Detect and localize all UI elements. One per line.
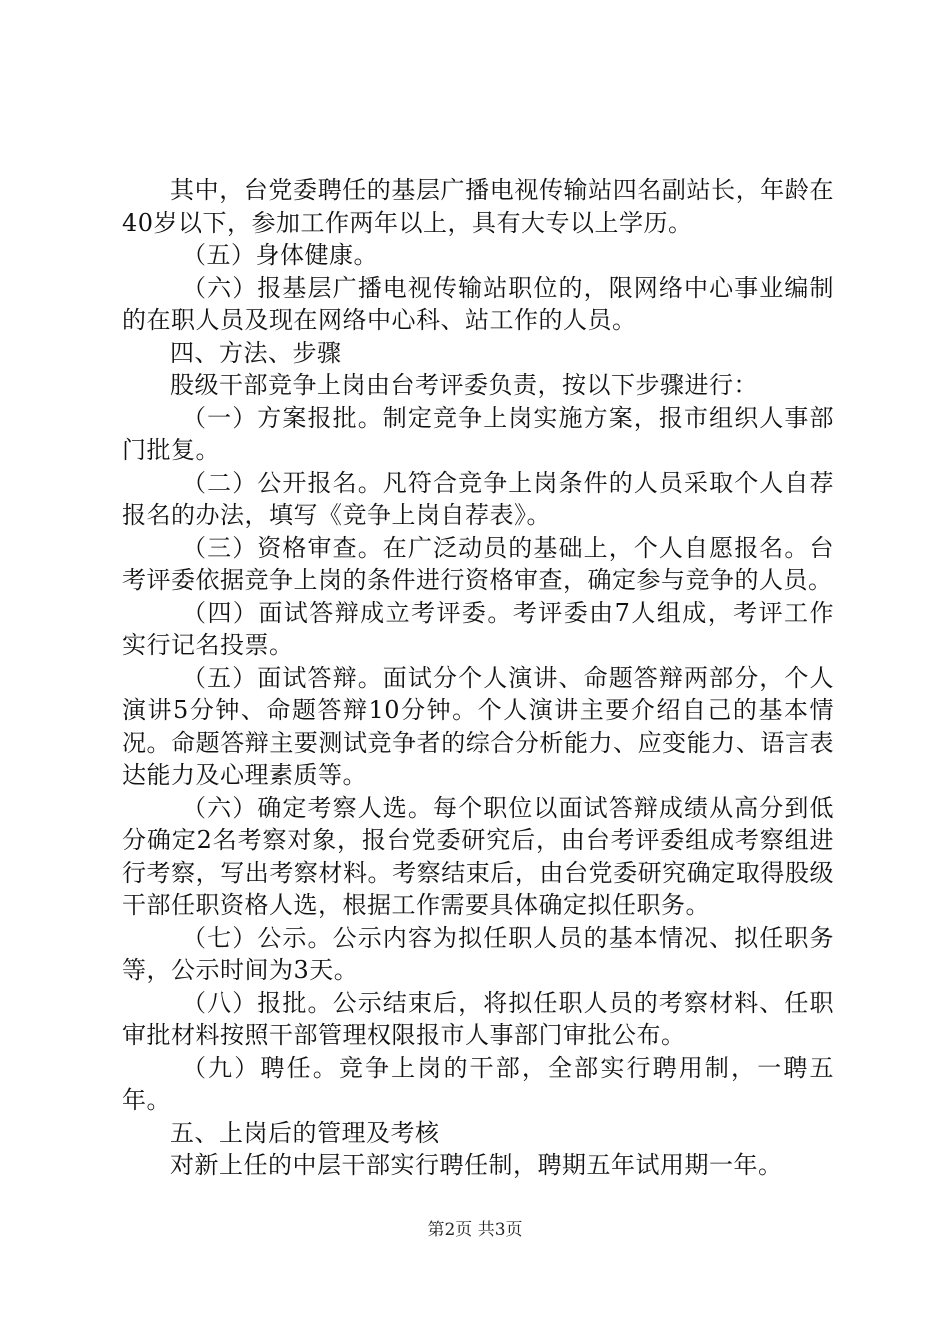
paragraph-3: （六）报基层广播电视传输站职位的，限网络中心事业编制的在职人员及现在网络中心科、站工作的人员。 xyxy=(122,273,834,334)
paragraph-2: （五）身体健康。 xyxy=(182,241,378,269)
paragraph-12: （七）公示。公示内容为拟任职人员的基本情况、拟任职务等，公示时间为3天。 xyxy=(122,923,834,984)
section-heading-5: 五、上岗后的管理及考核 xyxy=(170,1118,440,1147)
paragraph-6: （一）方案报批。制定竞争上岗实施方案，报市组织人事部门批复。 xyxy=(122,403,834,464)
paragraph-7: （二）公开报名。凡符合竞争上岗条件的人员采取个人自荐报名的办法，填写《竞争上岗自荐表》。 xyxy=(122,468,834,529)
page-footer xyxy=(0,1220,950,1240)
paragraph-5: 股级干部竞争上岗由台考评委负责，按以下步骤进行： xyxy=(170,371,758,399)
paragraph-1: 其中，台党委聘任的基层广播电视传输站四名副站长，年龄在40岁以下，参加工作两年以上，具有大专以上学历。 xyxy=(122,176,834,237)
page-number: 第2页 共3页 xyxy=(427,1220,523,1240)
document-body xyxy=(122,174,834,1182)
paragraph-16: 对新上任的中层干部实行聘任制，聘期五年试用期一年。 xyxy=(170,1151,783,1179)
paragraph-9: （四）面试答辩成立考评委。考评委由7人组成，考评工作实行记名投票。 xyxy=(122,598,834,659)
paragraph-14: （九）聘任。竞争上岗的干部，全部实行聘用制，一聘五年。 xyxy=(122,1053,834,1114)
paragraph-13: （八）报批。公示结束后，将拟任职人员的考察材料、任职审批材料按照干部管理权限报市人事部门审批公布。 xyxy=(122,988,834,1049)
paragraph-10: （五）面试答辩。面试分个人演讲、命题答辩两部分，个人演讲5分钟、命题答辩10分钟。个人演讲主要介绍自己的基本情况。命题答辩主要测试竞争者的综合分析能力、应变能力、语言表达能力及心理素质等。 xyxy=(122,663,834,789)
paragraph-11: （六）确定考察人选。每个职位以面试答辩成绩从高分到低分确定2名考察对象，报台党委研究后，由台考评委组成考察组进行考察，写出考察材料。考察结束后，由台党委研究确定取得股级干部任职资格人选，根据工作需要具体确定拟任职务。 xyxy=(122,793,834,919)
paragraph-8: （三）资格审查。在广泛动员的基础上，个人自愿报名。台考评委依据竞争上岗的条件进行资格审查，确定参与竞争的人员。 xyxy=(122,533,834,594)
section-heading-4: 四、方法、步骤 xyxy=(170,338,342,367)
